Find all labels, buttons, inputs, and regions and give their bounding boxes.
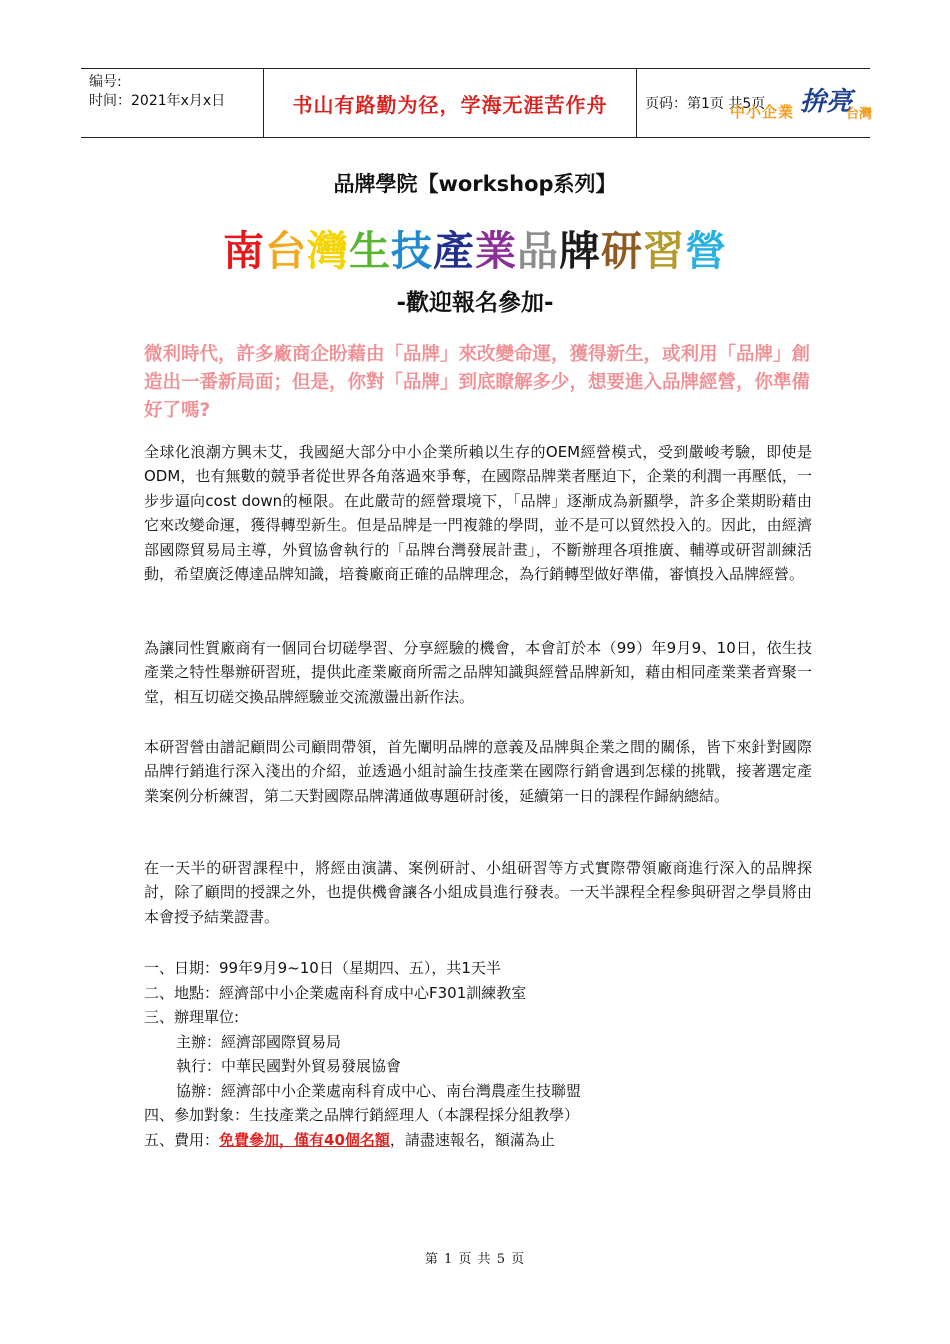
detail-host: 主辦：經濟部國際貿易局 [176,1032,342,1051]
time-label: 时间：2021年x月x日 [89,93,226,109]
logo-text-right: 台灣 [846,107,873,122]
welcome-subtitle: -歡迎報名參加- [396,290,554,316]
series-title: 品牌學院【workshop系列】 [333,172,617,196]
title-char-8: 牌 [559,227,601,275]
fee-rest: ，請盡速報名，額滿為止 [389,1130,555,1149]
header-meta [81,69,264,137]
title-char-6: 業 [475,227,517,275]
detail-co-host: 協辦：經濟部中小企業處南科育成中心、南台灣農產生技聯盟 [176,1081,582,1100]
header-table [81,68,873,138]
title-char-5: 產 [433,227,475,275]
page-label: 页码：第1页 共5页 [645,96,766,112]
title-char-7: 品 [517,227,559,275]
title-char-4: 技 [391,227,433,275]
paragraph-4: 在一天半的研習課程中，將經由演講、案例研討、小組研習等方式實際帶領廠商進行深入的品牌探討，除了顧問的授課之外，也提供機會讓各小組成員進行發表。一天半課程全程參與研習之學員將由本會授予結業證書。 [144,859,812,926]
paragraph-2: 為讓同性質廠商有一個同台切磋學習、分享經驗的機會，本會訂於本（99）年9月9、10日，依生技產業之特性舉辦研習班，提供此產業廠商所需之品牌知識與經營品牌新知，藉由相同產業業者齊聚一堂，相互切磋交換品牌經驗並交流激盪出新作法。 [144,639,812,706]
event-details [144,956,812,1152]
number-label: 编号: [89,74,122,90]
title-char-3: 生 [349,227,391,275]
detail-date: 一、日期：99年9月9~10日（星期四、五），共1天半 [144,959,501,977]
title-char-0: 南 [223,227,265,275]
header-page-cell [637,69,873,137]
motto: 书山有路勤为径，学海无涯苦作舟 [264,69,637,137]
page-footer: 第 1 页 共 5 页 [424,1252,526,1267]
detail-executor: 執行：中華民國對外貿易發展協會 [176,1057,402,1075]
main-title [0,218,950,277]
fee-label: 五、費用： [144,1130,220,1149]
title-char-10: 習 [643,227,685,275]
paragraph-1: 全球化浪潮方興未艾，我國絕大部分中小企業所賴以生存的OEM經營模式，受到嚴峻考驗，即使是ODM，也有無數的競爭者從世界各角落過來爭奪，在國際品牌業者壓迫下，企業的利潤一再壓低，一步步逼向cost down的極限。在此嚴苛的經營環境下，「品牌」逐漸成為新顯學，許多企業期盼藉由它來改變命運，獲得轉型新生。但是品牌是一門複雜的學問，並不是可以貿然投入的。因此，由經濟部國際貿易局主導，外貿協會執行的「品牌台灣發展計畫」，不斷辦理各項推廣、輔導或研習訓練活動，希望廣泛傳達品牌知識，培養廠商正確的品牌理念，為行銷轉型做好準備，審慎投入品牌經營。 [144,443,812,584]
intro-highlight: 微利時代，許多廠商企盼藉由「品牌」來改變命運，獲得新生，或利用「品牌」創造出一番新局面；但是，你對「品牌」到底瞭解多少，想要進入品牌經營，你準備好了嗎? [144,344,811,421]
detail-org-label: 三、辦理單位: [144,1008,240,1026]
detail-fee [144,1128,812,1153]
title-char-11: 營 [685,227,727,275]
detail-place: 二、地點：經濟部中小企業處南科育成中心F301訓練教室 [144,983,527,1002]
title-char-9: 研 [601,227,643,275]
paragraph-3: 本研習營由譜記顧問公司顧問帶領，首先闡明品牌的意義及品牌與企業之間的關係，皆下來針對國際品牌行銷進行深入淺出的介紹，並透過小組討論生技產業在國際行銷會遇到怎樣的挑戰，接著選定產業案例分析練習，第二天對國際品牌溝通做專題研討後，延續第一日的課程作歸納總結。 [144,738,812,805]
detail-audience: 四、參加對象：生技產業之品牌行銷經理人（本課程採分組教學） [144,1106,580,1124]
fee-highlight: 免費參加，僅有40個名額 [219,1130,390,1149]
title-char-1: 台 [265,227,307,275]
logo-text-left: 中小企業 [730,103,795,121]
logo-text-brush: 拚亮 [800,87,853,117]
logo [720,77,890,133]
title-char-2: 灣 [307,227,349,275]
